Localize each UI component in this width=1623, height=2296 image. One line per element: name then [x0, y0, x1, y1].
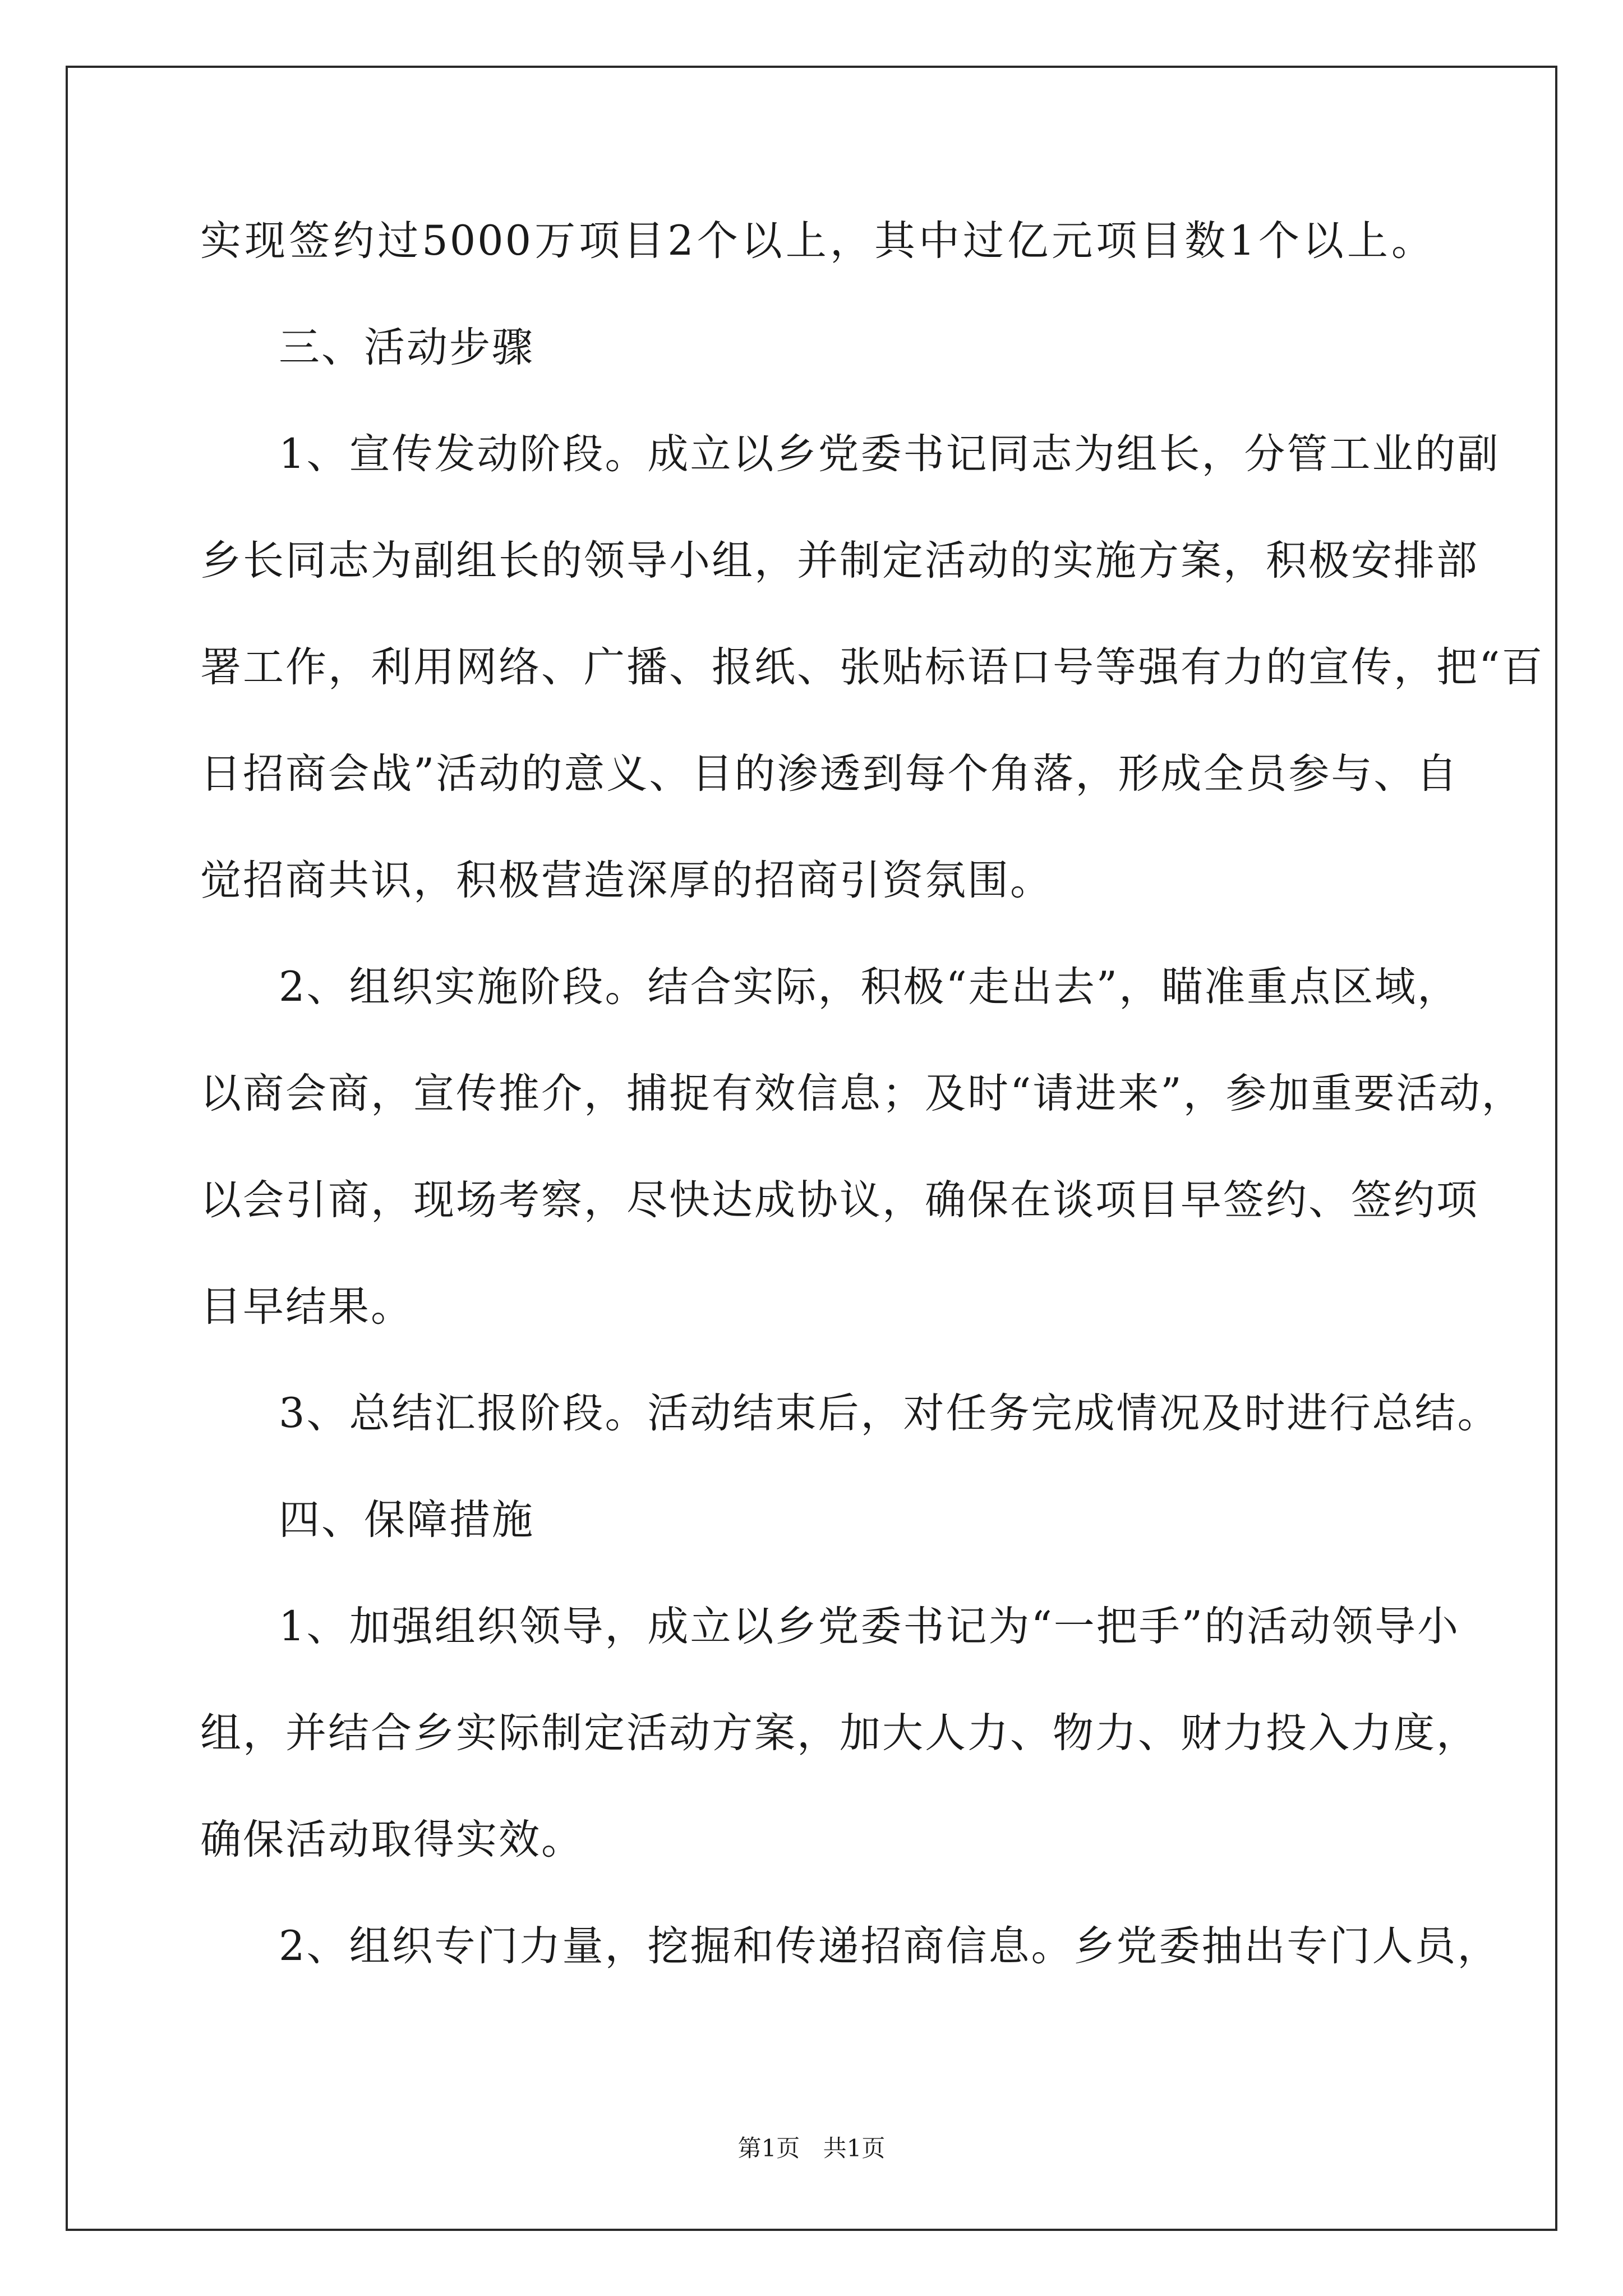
text-line: 组，并结合乡实际制定活动方案，加大人力、物力、财力投入力度， [200, 1709, 1479, 1757]
page-border [66, 66, 1557, 2231]
text-line: 2、组织实施阶段。结合实际，积极“走出去”，瞄准重点区域， [279, 963, 1460, 1011]
page-total: 共1页 [823, 2134, 886, 2162]
text-line: 觉招商共识，积极营造深厚的招商引资氛围。 [200, 857, 1053, 904]
text-line: 以会引商，现场考察，尽快达成协议，确保在谈项目早签约、签约项 [200, 1176, 1479, 1224]
text-line: 实现签约过5000万项目2个以上，其中过亿元项目数1个以上。 [200, 217, 1434, 265]
text-line: 署工作，利用网络、广播、报纸、张贴标语口号等强有力的宣传，把“百 [200, 643, 1544, 691]
page-number: 第1页 [737, 2134, 800, 2162]
text-line: 2、组织专门力量，挖掘和传递招商信息。乡党委抽出专门人员， [279, 1922, 1500, 1970]
section-heading: 四、保障措施 [279, 1496, 534, 1544]
text-line: 1、加强组织领导，成立以乡党委书记为“一把手”的活动领导小 [279, 1603, 1460, 1650]
text-line: 目早结果。 [200, 1283, 413, 1331]
text-line: 日招商会战”活动的意义、目的渗透到每个角落，形成全员参与、自 [200, 750, 1459, 798]
page-footer [0, 2132, 1623, 2165]
section-heading: 三、活动步骤 [279, 324, 534, 371]
text-line: 乡长同志为副组长的领导小组，并制定活动的实施方案，积极安排部 [200, 537, 1479, 585]
text-line: 确保活动取得实效。 [200, 1816, 584, 1864]
text-line: 1、宣传发动阶段。成立以乡党委书记同志为组长，分管工业的副 [279, 430, 1500, 478]
text-line: 以商会商，宣传推介，捕捉有效信息；及时“请进来”，参加重要活动， [200, 1070, 1524, 1117]
text-line: 3、总结汇报阶段。活动结束后，对任务完成情况及时进行总结。 [279, 1389, 1500, 1437]
